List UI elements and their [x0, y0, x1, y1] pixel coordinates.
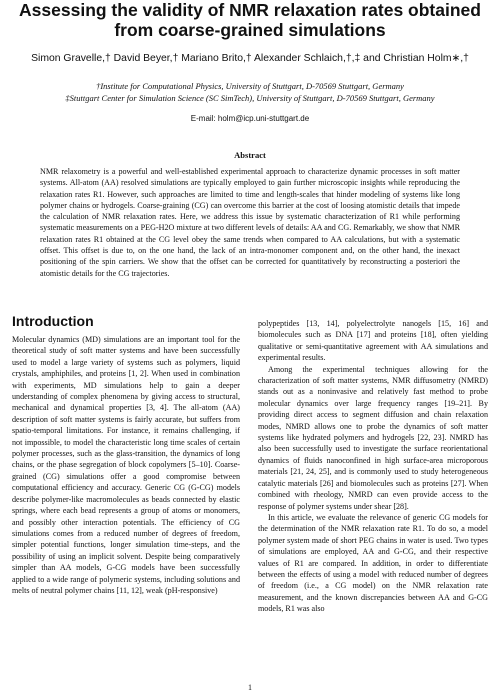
- left-column: [12, 334, 240, 678]
- intro-paragraph-1-cont: polypeptides [13, 14], polyelectrolyte nanogels [15, 16] and biomolecules such as DNA [17] and proteins [18], often yielding qualitative or semi-quantitative agreement with AA simulations and experimental results.: [258, 319, 488, 363]
- right-column: [258, 318, 488, 679]
- author-list: Simon Gravelle,† David Beyer,† Mariano Brito,† Alexander Schlaich,†,‡ and Christian Holm∗,†: [31, 53, 469, 64]
- paper-title: [15, 0, 485, 40]
- intro-paragraph-3: In this article, we evaluate the relevance of generic CG models for the determination of the NMR relaxation rate R1. To do so, a model polymer system made of short PEG chains in water is used. Two types of simulations are employed, AA and G-CG, and their respective values of R1 are compared. In addition, in order to differentiate between the effects of using a model with reduced number of degrees of freedom (i.e., a CG model) on the NMR relaxation rate measurement, and the known discrepancies between AA and G-CG models, R1 was also: [258, 512, 488, 614]
- affiliations: [10, 80, 490, 104]
- intro-paragraph-1: Molecular dynamics (MD) simulations are an important tool for the theoretical study of soft matter systems and have been successfully used to model a large variety of systems such as polymers, liquid crystals, amphiphiles, and proteins [1, 2]. When used in combination with experiments, MD simulations help to gain a deeper understanding of complex phenomena by giving access to structural, mechanical and dynamical properties [3, 4]. The all-atom (AA) description of soft matter systems is fairly accurate, but suffers from spatio-temporal limitations. For instance, it remains challenging, if not impossible, to model the characteristic long time scales of certain polymer processes, such as the glass-transition, the dynamics of long chains, or the phase segregation of block copolymers [5–10]. Coarse-grained (CG) simulations offer a good compromise between computational efficiency and accuracy. Generic CG (G-CG) models describe polymer-like macromolecules as beads connected by elastic springs, where each bead represents a group of atoms or monomers, and possibly other interaction potentials. The efficiency of CG simulations comes from a reduced number of degrees of freedom, simpler potential functions, longer simulation time-steps, and the possibility of using an implicit solvent. Despite being comparatively simpler than AA models, G-CG models have been successfully applied to a wide range of polymeric systems, including solutions and melts of neutral polymer chains [11, 12], weak (pH-responsive): [12, 335, 240, 595]
- contact-email: E-mail: holm@icp.uni-stuttgart.de: [190, 114, 310, 123]
- page-number: 1: [248, 683, 252, 692]
- title-line-2: from coarse-grained simulations: [114, 20, 386, 40]
- abstract-heading: Abstract: [234, 150, 266, 160]
- title-line-1: Assessing the validity of NMR relaxation rates obtained: [19, 0, 481, 20]
- abstract-text: NMR relaxometry is a powerful and well-established experimental approach to characterize dynamic processes in soft matter systems. All-atom (AA) resolved simulations are typically employed to gain further microscopic insights while reproducing the relaxation rates R1. However, such approaches are limited to time and length-scales that hinder modeling of systems like long polymer chains or hydrogels. Coarse-graining (CG) can overcome this barrier at the cost of loosing atomistic details that impede the calculation of NMR relaxation rates. Here, we address this issue by systematic characterization of R1 while performing systematic measurements on a PEG-H2O mixture at two different levels of details: AA and CG. Remarkably, we show that NMR relaxation rates R1 obtained at the CG level obey the same trends when compared to AA calculations, but with a systematic offset. This offset is due to, on the one hand, the lack of an intra-monomer component and, on the other hand, the inexact positioning of the spin carriers. We show that the offset can be corrected for quantitatively by reconstructing a posteriori the atomistic details for the CG trajectories.: [40, 167, 460, 278]
- abstract-body: [40, 166, 460, 279]
- introduction-heading: Introduction: [12, 313, 94, 329]
- intro-paragraph-2: Among the experimental techniques allowing for the characterization of soft matter systems, NMR diffusometry (NMRD) stands out as a noninvasive and relatively fast method to probe molecular dynamics over large frequency ranges [19–21]. By providing direct access to segment diffusion and chain relaxation modes, NMRD allows one to probe the dynamics of soft matter systems like hydrated polymers and hydrogels [22, 23]. NMRD has also been successfully used to investigate the surface reorientational dynamics of fluids nanoconfined in high surface-area microporous materials [21, 24, 25], and is commonly used to study heterogeneous catalytic materials [26] and biomolecules such as proteins [27]. When combined with rheology, NMRD can even provide access to the response of polymer systems under shear [28].: [258, 364, 488, 511]
- affiliation-2: ‡Stuttgart Center for Simulation Science (SC SimTech), University of Stuttgart, D-70569 Stuttgart, Germany: [65, 93, 435, 103]
- affiliation-1: †Institute for Computational Physics, University of Stuttgart, D-70569 Stuttgart, Germany: [96, 81, 404, 91]
